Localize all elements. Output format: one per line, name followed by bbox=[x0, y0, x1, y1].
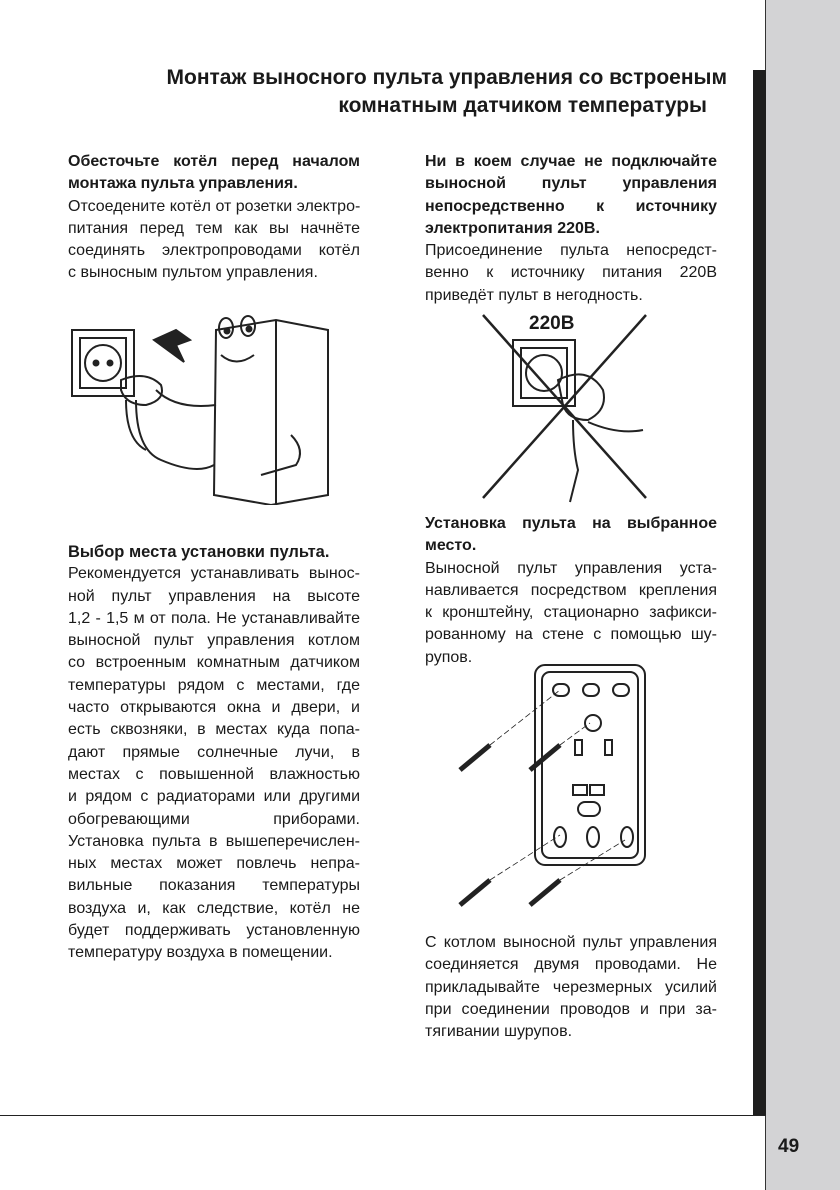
section-heading-line: выносной пульт управления bbox=[425, 175, 717, 193]
body-text-line: ных местах может повлечь непра- bbox=[68, 855, 360, 873]
section-220v-warning bbox=[425, 151, 717, 307]
body-text-line: рованному на стене с помощью шу- bbox=[425, 626, 717, 644]
section-wiring bbox=[425, 932, 717, 1043]
body-text-line: обогревающими приборами. bbox=[68, 810, 360, 828]
body-text-line: навливается посредством крепления bbox=[425, 581, 717, 599]
page-title-line-1: Монтаж выносного пульта управления со встроеным bbox=[166, 66, 727, 89]
body-text-line: венно к источнику питания 220В bbox=[425, 264, 717, 282]
footer-divider bbox=[0, 1115, 766, 1116]
body-text-line: с выносным пультом управления. bbox=[68, 264, 318, 282]
section-heading-line: Установка пульта на выбранное bbox=[425, 515, 717, 532]
body-text-line: будет поддерживать установленную bbox=[68, 922, 360, 940]
section-heading-line: Ни в коем случае не подключайте bbox=[425, 153, 717, 170]
body-text-line: приведёт пульт в негодность. bbox=[425, 286, 643, 304]
body-text-line: С котлом выносной пульт управления bbox=[425, 934, 717, 951]
body-text-line: Отсоедените котёл от розетки электро- bbox=[68, 197, 361, 215]
body-text-line: при соединении проводов и при за- bbox=[425, 1000, 717, 1018]
body-text-line: ной пульт управления на высоте bbox=[68, 587, 360, 605]
body-text-line: температуру воздуха в помещении. bbox=[68, 944, 333, 962]
body-text-line: Рекомендуется устанавливать вынос- bbox=[68, 565, 360, 583]
page-number: 49 bbox=[778, 1136, 800, 1157]
page-margin-tab bbox=[765, 0, 840, 1190]
body-text-line: Выносной пульт управления уста- bbox=[425, 559, 717, 577]
body-text-line: и рядом с радиаторами или другими bbox=[68, 788, 360, 806]
body-text-line: выносной пульт управления котлом bbox=[68, 632, 360, 650]
body-text-line: температуры рядом с местами, где bbox=[68, 676, 360, 694]
section-mounting bbox=[425, 513, 717, 669]
body-text-line: есть сквозняки, в местах куда попа- bbox=[68, 721, 360, 739]
body-text-line: соединять электропроводами котёл bbox=[68, 242, 360, 260]
section-heading-line: Обесточьте котёл перед началом bbox=[68, 153, 360, 170]
body-text-line: тягивании шурупов. bbox=[425, 1023, 573, 1041]
body-text-line: дают прямые солнечные лучи, в bbox=[68, 743, 360, 761]
voltage-label: 220В bbox=[529, 313, 575, 334]
section-heading-line: монтажа пульта управления. bbox=[68, 175, 298, 193]
body-text-line: 1,2 - 1,5 м от пола. Не устанавливайте bbox=[68, 609, 360, 627]
section-power-off bbox=[68, 151, 360, 285]
no-220v-illustration bbox=[478, 310, 653, 505]
page-title-line-2: комнатным датчиком температуры bbox=[338, 94, 707, 117]
boiler-unplug-illustration bbox=[66, 300, 351, 505]
body-text-line: воздуха и, как следствие, котёл не bbox=[68, 899, 360, 917]
section-heading-line: электропитания 220В. bbox=[425, 219, 600, 237]
body-text-line: со встроенным комнатным датчиком bbox=[68, 654, 360, 672]
body-text-line: питания перед тем как вы начнёте bbox=[68, 219, 360, 237]
body-text-line: соединяется двумя проводами. Не bbox=[425, 956, 717, 974]
section-location-choice bbox=[68, 541, 360, 965]
body-text-line: вильные показания температуры bbox=[68, 877, 360, 895]
section-heading-line: место. bbox=[425, 537, 477, 555]
section-heading: Выбор места установки пульта. bbox=[68, 543, 330, 561]
body-text-line: рупов. bbox=[425, 648, 473, 666]
body-text-line: часто открываются окна и двери, и bbox=[68, 699, 360, 717]
section-heading-line: непосредственно к источнику bbox=[425, 197, 717, 215]
body-text-line: местах с повышенной влажностью bbox=[68, 765, 360, 783]
mounting-bracket-illustration bbox=[450, 660, 660, 915]
margin-bar bbox=[753, 70, 766, 1116]
body-text-line: Установка пульта в вышеперечислен- bbox=[68, 832, 360, 850]
arrow-icon bbox=[154, 330, 190, 362]
body-text-line: прикладывайте черезмерных усилий bbox=[425, 978, 717, 996]
body-text-line: Присоединение пульта непосредст- bbox=[425, 242, 717, 260]
body-text-line: к кронштейну, стационарно зафикси- bbox=[425, 604, 717, 622]
